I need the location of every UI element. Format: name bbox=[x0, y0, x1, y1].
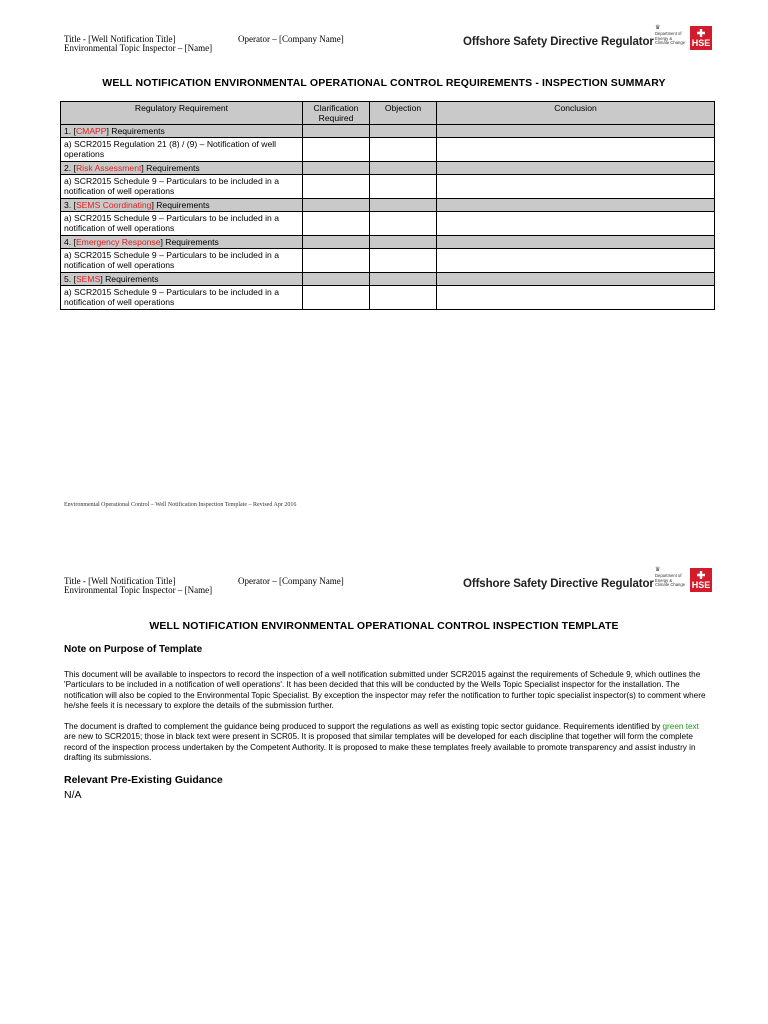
table-header-row bbox=[61, 102, 715, 125]
requirement-cell: a) SCR2015 Schedule 9 – Particulars to be included in a notification of well operations bbox=[61, 249, 303, 273]
section-row bbox=[61, 125, 715, 138]
green-text-label: green text bbox=[662, 722, 699, 731]
section-row bbox=[61, 236, 715, 249]
conclusion-cell[interactable] bbox=[437, 138, 715, 162]
section-suffix: Requirements bbox=[156, 200, 210, 210]
header-inspector-line: Environmental Topic Inspector – [Name] bbox=[64, 43, 213, 53]
regulator-logo bbox=[654, 568, 714, 592]
conclusion-cell bbox=[437, 125, 715, 138]
section-suffix: Requirements bbox=[105, 274, 159, 284]
table-row bbox=[61, 286, 715, 310]
page-footer: Environmental Operational Control – Well Notification Inspection Template – Revised Apr 2016 bbox=[64, 502, 297, 508]
section-label: 1. [CMAPP] Requirements bbox=[61, 125, 303, 138]
guidance-value: N/A bbox=[64, 789, 82, 801]
section-number: 4. bbox=[64, 237, 72, 247]
column-header: Objection bbox=[370, 102, 437, 125]
section-suffix: Requirements bbox=[111, 126, 165, 136]
section-name: Emergency Response bbox=[75, 237, 161, 247]
summary-table bbox=[60, 101, 715, 310]
requirement-cell: a) SCR2015 Schedule 9 – Particulars to be included in a notification of well operations bbox=[61, 175, 303, 199]
section-name: CMAPP bbox=[75, 126, 107, 136]
table-row bbox=[61, 249, 715, 273]
paragraph-text: are new to SCR2015; those in black text were present in SCR05. It is proposed that similar templates will be developed for each discipline that together will form the complete record of the inspection process undertaken by the Competent Authority. It is proposed to make these templates freely available to promote transparency and assist industry in drafting its submissions. bbox=[64, 732, 696, 763]
crest-icon: ♛ bbox=[655, 25, 661, 31]
table-row bbox=[61, 138, 715, 162]
column-header: Regulatory Requirement bbox=[61, 102, 303, 125]
conclusion-cell[interactable] bbox=[437, 175, 715, 199]
section-number: 5. bbox=[64, 274, 72, 284]
header-title-line: Title - [Well Notification Title] bbox=[64, 576, 176, 586]
header-inspector-line: Environmental Topic Inspector – [Name] bbox=[64, 585, 213, 595]
conclusion-cell[interactable] bbox=[437, 286, 715, 310]
section-suffix: Requirements bbox=[165, 237, 219, 247]
clarification-cell[interactable] bbox=[303, 138, 370, 162]
conclusion-cell[interactable] bbox=[437, 212, 715, 236]
hse-logo bbox=[690, 26, 712, 50]
page-2 bbox=[0, 548, 768, 1024]
conclusion-cell[interactable] bbox=[437, 249, 715, 273]
table-row bbox=[61, 212, 715, 236]
hse-logo bbox=[690, 568, 712, 592]
header-operator-line: Operator – [Company Name] bbox=[238, 34, 344, 44]
clarification-cell bbox=[303, 162, 370, 175]
guidance-heading: Relevant Pre-Existing Guidance bbox=[64, 774, 223, 786]
dept-logo-text: Department of Energy & Climate Change bbox=[655, 573, 686, 588]
clarification-cell bbox=[303, 236, 370, 249]
clarification-cell[interactable] bbox=[303, 286, 370, 310]
drafting-paragraph bbox=[64, 722, 712, 764]
objection-cell bbox=[370, 236, 437, 249]
header-title-line: Title - [Well Notification Title] bbox=[64, 34, 176, 44]
section-suffix: Requirements bbox=[146, 163, 200, 173]
section-row bbox=[61, 162, 715, 175]
column-header: Conclusion bbox=[437, 102, 715, 125]
section-name: Risk Assessment bbox=[75, 163, 142, 173]
section-name: SEMS bbox=[75, 274, 101, 284]
objection-cell[interactable] bbox=[370, 138, 437, 162]
purpose-paragraph: This document will be available to inspectors to record the inspection of a well notification submitted under SCR2015 against the requirements of Schedule 9, which outlines the 'Particulars to be included in a notification of well operations'. It has been decided that this will be conducted by the Wells Topic Specialist inspector for the installation. The notification will also be copied to the Environmental Topic Specialist. By exception the inspector may refer the notification to further topic specialist inspector(s) to comment where he/she feels it is necessary to explore the details of the submission further. bbox=[64, 670, 706, 711]
section-label: 4. [Emergency Response] Requirements bbox=[61, 236, 303, 249]
note-heading: Note on Purpose of Template bbox=[64, 644, 203, 655]
paragraph-text: The document is drafted to complement the guidance being produced to support the regulations as well as existing topic sector guidance. Requirements identified by bbox=[64, 722, 663, 731]
section-row bbox=[61, 273, 715, 286]
conclusion-cell bbox=[437, 199, 715, 212]
conclusion-cell bbox=[437, 236, 715, 249]
objection-cell bbox=[370, 273, 437, 286]
clarification-cell bbox=[303, 199, 370, 212]
column-header: Clarification Required bbox=[303, 102, 370, 125]
clarification-cell[interactable] bbox=[303, 212, 370, 236]
requirement-cell: a) SCR2015 Schedule 9 – Particulars to be included in a notification of well operations bbox=[61, 212, 303, 236]
section-name: SEMS Coordinating bbox=[75, 200, 152, 210]
section-label: 3. [SEMS Coordinating] Requirements bbox=[61, 199, 303, 212]
regulator-name: Offshore Safety Directive Regulator bbox=[463, 36, 654, 48]
section-number: 2. bbox=[64, 163, 72, 173]
requirement-cell: a) SCR2015 Regulation 21 (8) / (9) – Notification of well operations bbox=[61, 138, 303, 162]
objection-cell bbox=[370, 125, 437, 138]
page-title: WELL NOTIFICATION ENVIRONMENTAL OPERATIONAL CONTROL INSPECTION TEMPLATE bbox=[149, 620, 619, 632]
clarification-cell[interactable] bbox=[303, 175, 370, 199]
cross-icon bbox=[697, 571, 705, 579]
section-number: 1. bbox=[64, 126, 72, 136]
objection-cell[interactable] bbox=[370, 212, 437, 236]
objection-cell[interactable] bbox=[370, 286, 437, 310]
crest-icon: ♛ bbox=[655, 567, 661, 573]
table-row bbox=[61, 175, 715, 199]
objection-cell bbox=[370, 199, 437, 212]
clarification-cell[interactable] bbox=[303, 249, 370, 273]
clarification-cell bbox=[303, 125, 370, 138]
conclusion-cell bbox=[437, 273, 715, 286]
cross-icon bbox=[697, 29, 705, 37]
header-operator-line: Operator – [Company Name] bbox=[238, 576, 344, 586]
objection-cell[interactable] bbox=[370, 249, 437, 273]
section-row bbox=[61, 199, 715, 212]
hse-logo-text: HSE bbox=[691, 580, 711, 590]
section-number: 3. bbox=[64, 200, 72, 210]
hse-logo-text: HSE bbox=[691, 38, 711, 48]
section-label: 2. [Risk Assessment] Requirements bbox=[61, 162, 303, 175]
regulator-name: Offshore Safety Directive Regulator bbox=[463, 578, 654, 590]
dept-logo-text: Department of Energy & Climate Change bbox=[655, 31, 686, 46]
conclusion-cell bbox=[437, 162, 715, 175]
section-label: 5. [SEMS] Requirements bbox=[61, 273, 303, 286]
page-title: WELL NOTIFICATION ENVIRONMENTAL OPERATIONAL CONTROL REQUIREMENTS - INSPECTION SUMMARY bbox=[102, 77, 666, 89]
requirement-cell: a) SCR2015 Schedule 9 – Particulars to be included in a notification of well operations bbox=[61, 286, 303, 310]
objection-cell[interactable] bbox=[370, 175, 437, 199]
regulator-logo bbox=[654, 26, 714, 50]
objection-cell bbox=[370, 162, 437, 175]
clarification-cell bbox=[303, 273, 370, 286]
